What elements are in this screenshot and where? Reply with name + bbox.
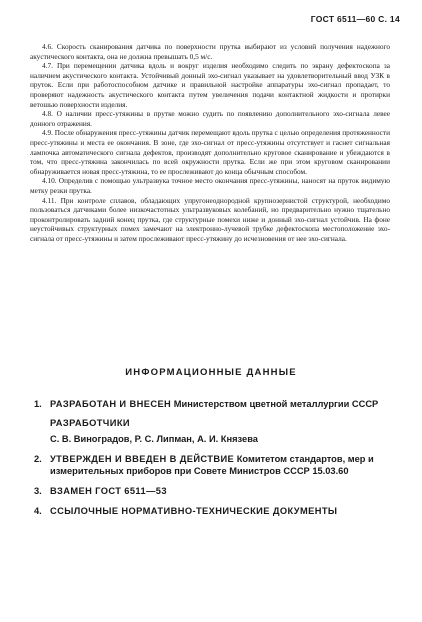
paragraph-4-7: 4.7. При перемещении датчика вдоль и вокруг изделия необходимо следить по экрану дефектоскопа за наличием акустического контакта. Устойчивый донный эхо-сигнал указывает на удовлетворительный ввод УЗК в пруток. Если при работоспособном датчике и правильной настройке аппаратуры эхо-сигнал пропадает, то проверяют надежность акустического контакта путем увеличения подачи контактной жидкости и протирки ветошью поверхности изделия. — [30, 61, 390, 109]
developed-heading: РАЗРАБОТАН И ВНЕСЕН — [50, 399, 172, 409]
paragraph-4-9: 4.9. После обнаружения пресс-утяжины датчик перемещают вдоль прутка с целью определения протяженности пресс-утяжины и места ее окончания. В зоне, где эхо-сигнал от пресс-утяжины отсутствует и гаснет сигнальная лампочка автоматического сигнала дефектов, производят дополнительно круговое сканирование и убеждаются в том, что пресс-утяжина закончилась по всей окружности прутка. Если же при этом круговом сканировании обнаруживается новая пресс-утяжина, то ее прослеживают до конца обычным способом. — [30, 128, 390, 176]
reference-documents-heading: ССЫЛОЧНЫЕ НОРМАТИВНО-ТЕХНИЧЕСКИЕ ДОКУМЕНТЫ — [50, 505, 338, 516]
paragraph-4-11: 4.11. При контроле сплавов, обладающих упругонеоднородной крупнозернистой структурой, необходимо пользоваться датчиками более низкочастотных ультразвуковых колебаний, но предварительно нужно тщательно проконтролировать задний конец прутка, где структурные помехи ниже и донный эхо-сигнал устойчив. На фоне неустойчивых структурных помех замечают на электронно-лучевой трубке дефектоскопа местоположение эхо-сигнала от пресс-утяжины и затем прослеживают пресс-утяжину до исчезновения от нее эхо-сигнала. — [30, 195, 390, 243]
paragraph-4-8: 4.8. О наличии пресс-утяжины в прутке можно судить по появлению дополнительного эхо-сигнала левее донного отражения. — [30, 109, 390, 128]
info-item-3 — [34, 485, 386, 498]
developers-names: С. В. Виноградов, Р. С. Липман, А. И. Князева — [50, 434, 258, 445]
info-item-body — [50, 453, 386, 478]
info-section-title: ИНФОРМАЦИОННЫЕ ДАННЫЕ — [125, 367, 297, 378]
info-item-number: 4. — [34, 505, 42, 516]
info-item-number: 1. — [34, 399, 42, 409]
approved-heading: УТВЕРЖДЕН И ВВЕДЕН В ДЕЙСТВИЕ — [50, 453, 235, 464]
info-item-number: 3. — [34, 485, 42, 496]
developers-label: РАЗРАБОТЧИКИ — [50, 417, 130, 428]
page-header: ГОСТ 6511—60 С. 14 — [310, 14, 400, 24]
info-item-1 — [34, 398, 386, 446]
info-item-2 — [34, 453, 386, 478]
info-item-body — [50, 398, 386, 446]
approved-text: Комитетом стандартов, мер и измерительных приборов при Совете Министров СССР 15.03.60 — [50, 453, 374, 477]
body-text — [30, 42, 390, 243]
info-item-number: 2. — [34, 453, 42, 464]
developed-text: Министерством цветной металлургии СССР — [171, 399, 379, 409]
info-section — [34, 398, 386, 524]
replaces-standard: ВЗАМЕН ГОСТ 6511—53 — [50, 485, 167, 496]
paragraph-4-10: 4.10. Определив с помощью ультразвука точное место окончания пресс-утяжины, наносят на пруток видимую метку резки прутка. — [30, 176, 390, 195]
paragraph-4-6: 4.6. Скорость сканирования датчика по поверхности прутка выбирают из условий получения надежного акустического контакта, она не должна превышать 0,5 м/с. — [30, 42, 390, 61]
info-item-4 — [34, 505, 386, 518]
